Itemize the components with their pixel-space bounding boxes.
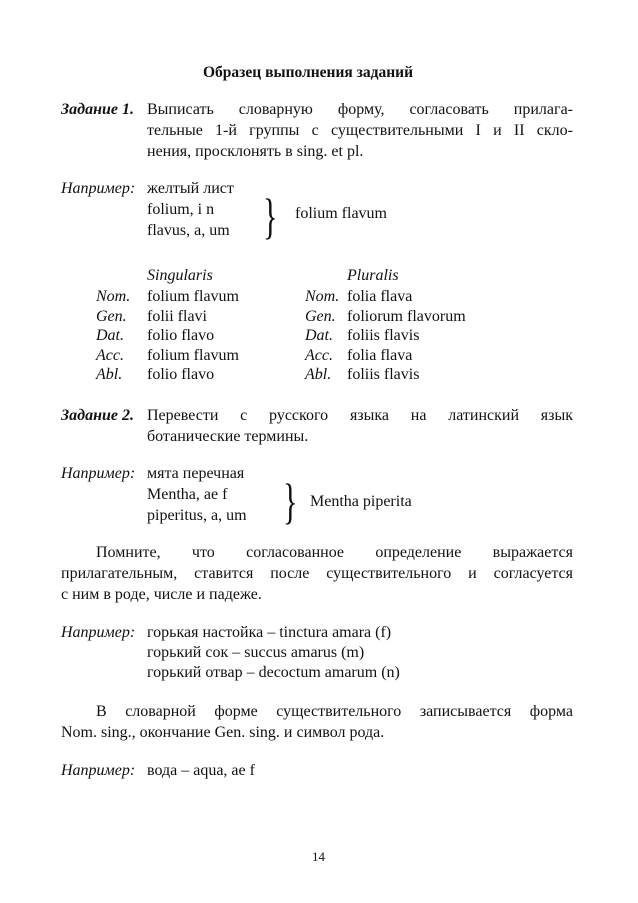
example1-line-1: желтый лист <box>147 180 234 197</box>
example2-result: Mentha piperita <box>310 493 412 510</box>
task1-line-3: нения, просклонять в sing. et pl. <box>147 143 364 160</box>
example2-line-2: Mentha, ae f <box>147 486 228 503</box>
brace-symbol: } <box>283 473 298 529</box>
sing-form: folium flavum <box>147 288 239 305</box>
sing-form: folio flavo <box>147 327 215 344</box>
example2-label: Например: <box>61 465 136 482</box>
task1-label: Задание 1. <box>61 101 134 118</box>
note2-line-1: В словарной форме существительного записывается форма <box>96 703 573 720</box>
example3-line-3: горький отвар – decoctum amarum (n) <box>147 664 400 681</box>
example1-line-2: folium, i n <box>147 201 215 218</box>
plural-header: Pluralis <box>347 267 399 284</box>
sing-form: folii flavi <box>147 308 207 325</box>
page-number: 14 <box>312 849 325 864</box>
task2-line-1: Перевести с русского языка на латинский язык <box>147 407 573 424</box>
case-label-sing: Acc. <box>96 347 124 364</box>
brace-symbol: } <box>263 188 278 244</box>
note1-line-1: Помните, что согласованное определение выражается <box>96 544 573 561</box>
example1-line-3: flavus, a, um <box>147 222 230 239</box>
plur-form: foliis flavis <box>347 366 420 383</box>
case-label-sing: Gen. <box>96 308 127 325</box>
page-title: Образец выполнения заданий <box>203 64 414 81</box>
example4-line: вода – aqua, ae f <box>147 762 255 779</box>
case-label-sing: Dat. <box>96 327 124 344</box>
example1-result: folium flavum <box>295 205 387 222</box>
example2-line-1: мята перечная <box>147 465 245 482</box>
note1-line-3: с ним в роде, числе и падеже. <box>61 586 262 603</box>
case-label-plur: Nom. <box>305 288 340 305</box>
task1-line-1: Выписать словарную форму, согласовать прилага- <box>147 101 573 118</box>
case-label-plur: Dat. <box>305 327 333 344</box>
task2-label: Задание 2. <box>61 407 134 424</box>
singular-header: Singularis <box>147 267 213 284</box>
plur-form: folia flava <box>347 288 413 305</box>
sing-form: folio flavo <box>147 366 215 383</box>
example3-line-1: горькая настойка – tinctura amara (f) <box>147 624 392 641</box>
plur-form: foliorum flavorum <box>347 308 466 325</box>
example3-label: Например: <box>61 624 136 641</box>
case-label-plur: Abl. <box>305 366 332 383</box>
example1-label: Например: <box>61 180 136 197</box>
note2-line-2: Nom. sing., окончание Gen. sing. и символ рода. <box>61 724 385 741</box>
case-label-plur: Acc. <box>305 347 333 364</box>
case-label-sing: Nom. <box>96 288 131 305</box>
plur-form: folia flava <box>347 347 413 364</box>
task2-line-2: ботанические термины. <box>147 428 309 445</box>
sing-form: folium flavum <box>147 347 239 364</box>
example3-line-2: горький сок – succus amarus (m) <box>147 644 365 661</box>
plur-form: foliis flavis <box>347 327 420 344</box>
example2-line-3: piperitus, a, um <box>147 507 247 524</box>
case-label-sing: Abl. <box>96 366 123 383</box>
example4-label: Например: <box>61 762 136 779</box>
note1-line-2: прилагательным, ставится после существительного и согласуется <box>61 565 573 582</box>
task1-line-2: тельные 1-й группы с существительными I и II скло- <box>147 122 573 139</box>
case-label-plur: Gen. <box>305 308 336 325</box>
